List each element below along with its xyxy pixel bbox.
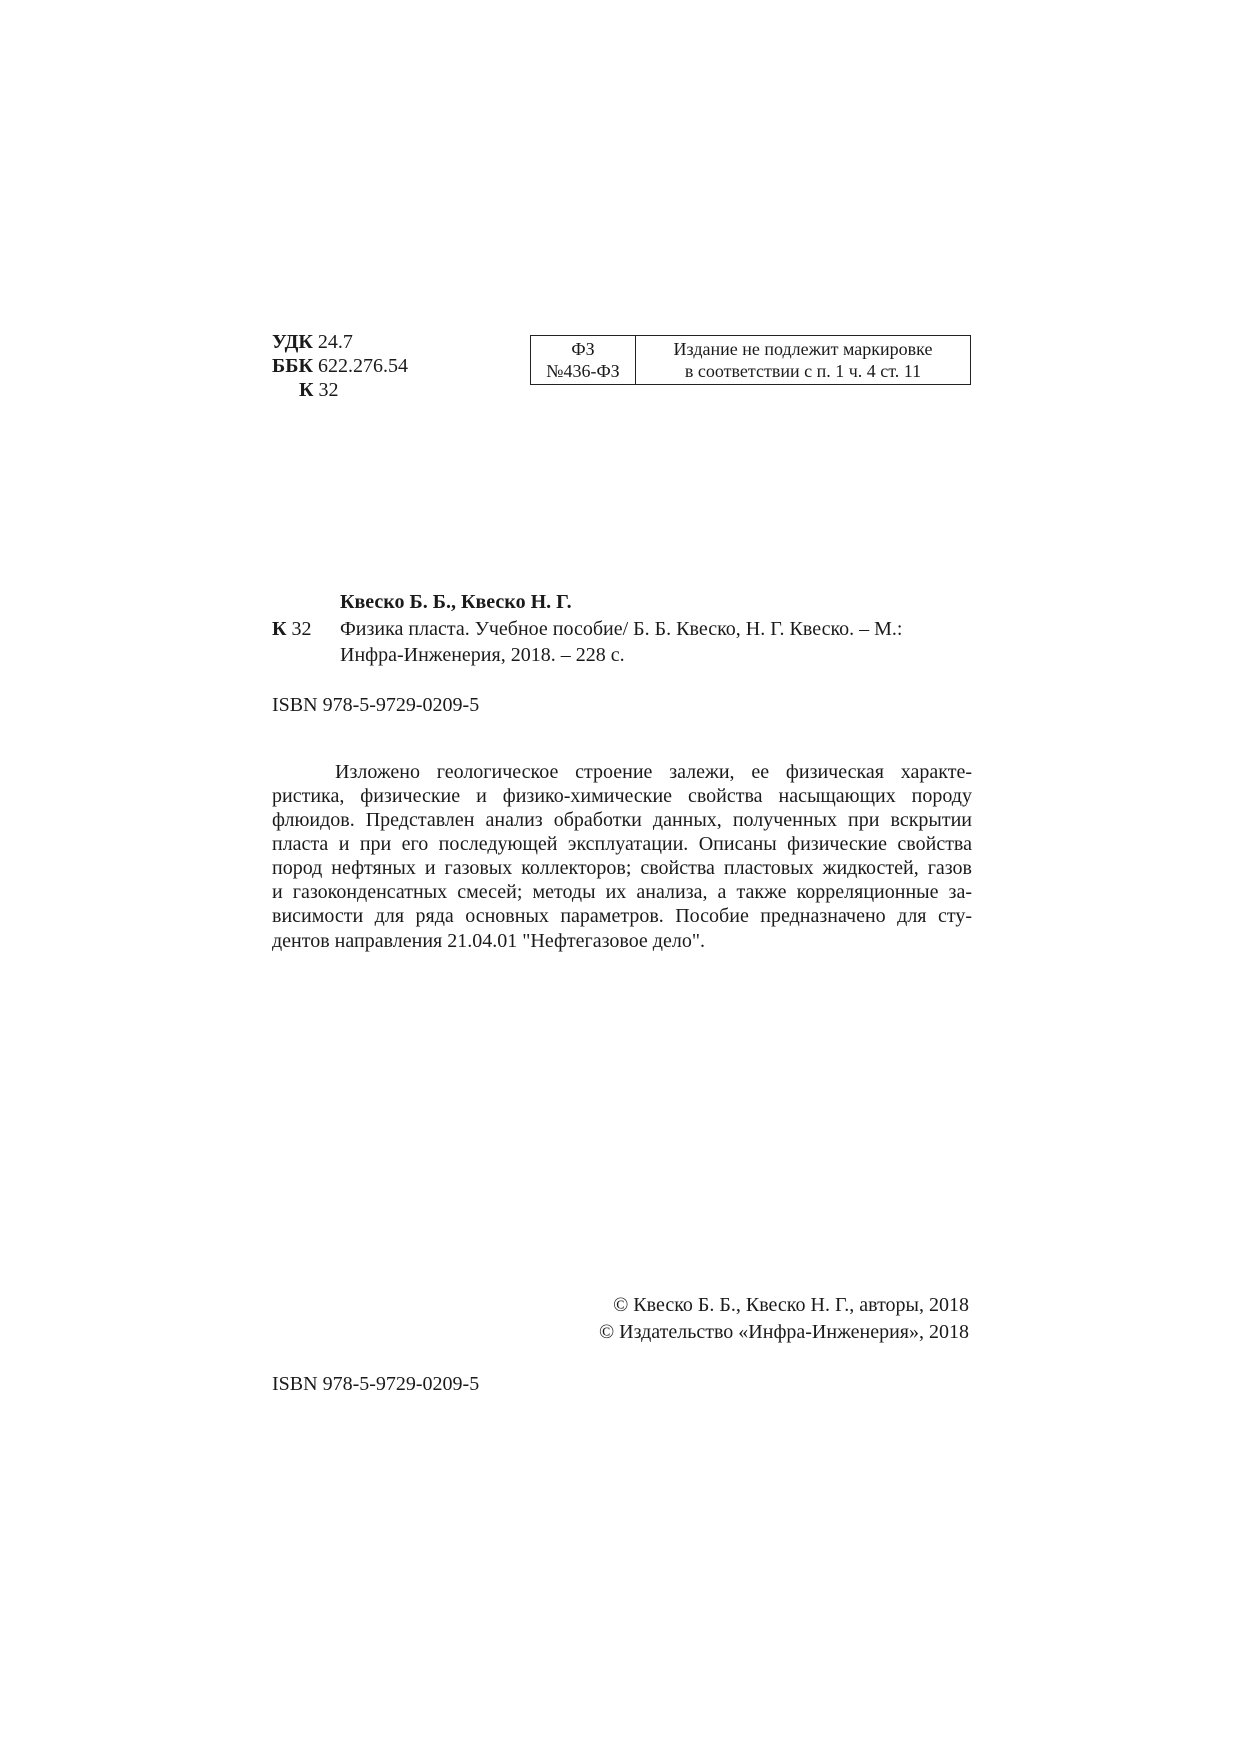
udk-label: УДК — [272, 331, 313, 353]
bib-publisher-line: Инфра-Инженерия, 2018. – 228 с. — [340, 644, 625, 666]
isbn-bottom: ISBN 978-5-9729-0209-5 — [272, 1373, 480, 1395]
fz-notice-line1: Издание не подлежит маркировке — [673, 339, 933, 359]
bbk-line — [272, 354, 408, 378]
abstract-line: флюидов. Представлен анализ обработки данных, полученных при вскрытии — [272, 809, 972, 831]
bib-author-mark — [272, 617, 312, 641]
abstract-line: ристика, физические и физико-химические свойства насыщающих породу — [272, 785, 972, 807]
bbk-label: ББК — [272, 355, 313, 377]
bbk-value: 622.276.54 — [317, 355, 408, 377]
abstract-line: дентов направления 21.04.01 "Нефтегазовое дело". — [272, 930, 706, 952]
copyright-publisher: © Издательство «Инфра-Инженерия», 2018 — [598, 1321, 969, 1343]
fz-law-cell — [531, 336, 636, 385]
udk-value: 24.7 — [317, 331, 353, 353]
abstract-line: пласта и при его последующей эксплуатации. Описаны физические свойства — [272, 833, 972, 855]
udk-line — [272, 330, 408, 354]
isbn-top: ISBN 978-5-9729-0209-5 — [272, 694, 480, 716]
fz-notice-cell — [636, 336, 971, 385]
classification-block — [272, 330, 408, 402]
bib-author-mark-value: 32 — [291, 618, 312, 640]
fz-law-label: ФЗ — [571, 339, 595, 359]
fz-law-number: №436-ФЗ — [546, 361, 620, 381]
abstract-line: Изложено геологическое строение залежи, ее физическая характе- — [335, 761, 972, 783]
author-mark-line — [272, 378, 408, 402]
copyright-authors: © Квеско Б. Б., Квеско Н. Г., авторы, 2018 — [613, 1294, 969, 1316]
fz-notice-line2: в соответствии с п. 1 ч. 4 ст. 11 — [684, 361, 922, 381]
abstract-line: и газоконденсатных смесей; методы их анализа, а также корреляционные за- — [272, 881, 972, 903]
author-mark-label: К — [299, 379, 314, 401]
bib-title-line: Физика пласта. Учебное пособие/ Б. Б. Квеско, Н. Г. Квеско. – М.: — [340, 618, 903, 640]
abstract-line: пород нефтяных и газовых коллекторов; свойства пластовых жидкостей, газов — [272, 857, 972, 879]
authors: Квеско Б. Б., Квеско Н. Г. — [340, 591, 572, 613]
abstract-line: висимости для ряда основных параметров. Пособие предназначено для сту- — [272, 905, 972, 927]
bib-author-mark-label: К — [272, 618, 287, 640]
author-mark-value: 32 — [318, 379, 339, 401]
fz-marking-box — [530, 335, 971, 385]
